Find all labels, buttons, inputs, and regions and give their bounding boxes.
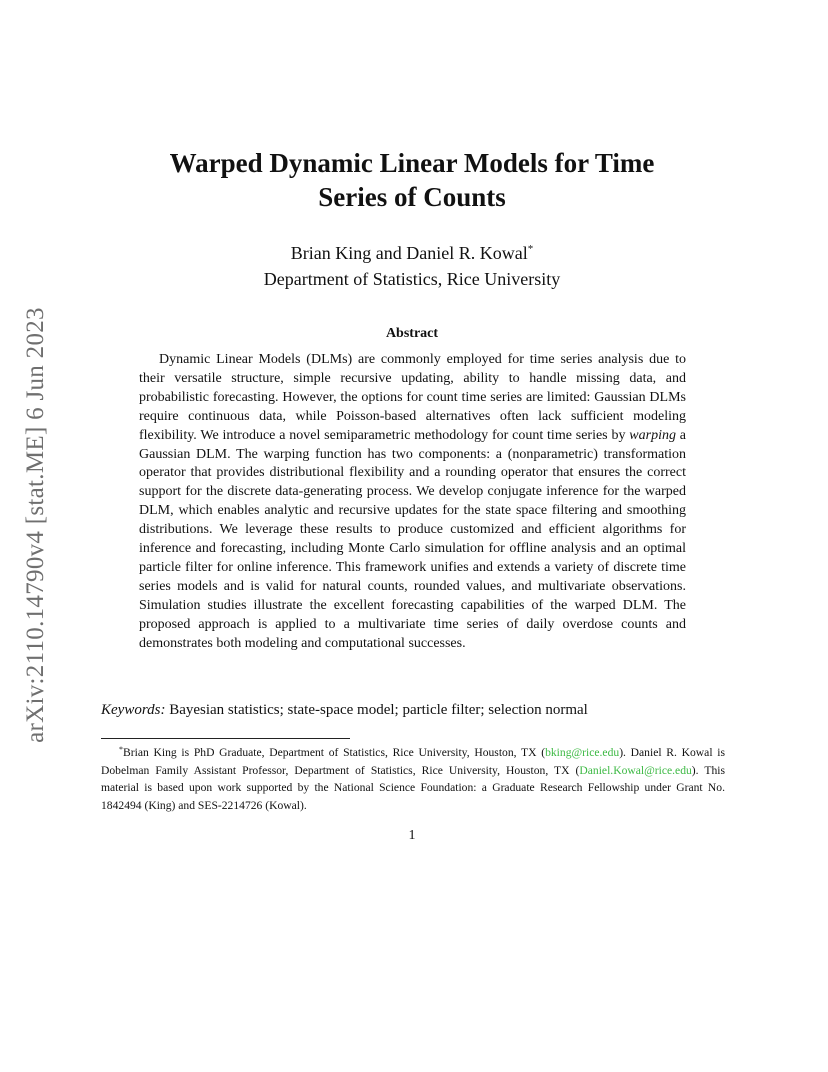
affiliation: Department of Statistics, Rice University bbox=[263, 269, 561, 289]
abstract-emphasis: warping bbox=[629, 427, 676, 443]
arxiv-sidebar bbox=[18, 290, 54, 760]
keywords-text: Bayesian statistics; state-space model; particle filter; selection normal bbox=[165, 702, 588, 718]
footnote-mark: * bbox=[119, 745, 123, 754]
abstract-text-2: a Gaussian DLM. The warping function has two components: a (nonparametric) transformation operator that provides distributional flexibility and a rounding operator that ensures the correct support for the discrete data-generating process. We develop conjugate inference for the warped DLM, which enables analytic and recursive updates for the state space filtering and smoothing distributions. We leverage these results to produce customized and efficient algorithms for inference and forecasting, including Monte Carlo simulation for offline analysis and an optimal particle filter for online inference. This framework unifies and extends a variety of discrete time series models and is valid for natural counts, rounded values, and multivariate observations. Simulation studies illustrate the excellent forecasting capabilities of the warped DLM. The proposed approach is applied to a multivariate time series of daily overdose counts and demonstrates both modeling and computational successes. bbox=[139, 427, 687, 651]
abstract-heading: Abstract bbox=[385, 326, 439, 341]
footnote-text-1: Brian King is PhD Graduate, Department of Statistics, Rice University, Houston, TX ( bbox=[123, 746, 546, 759]
keywords-label: Keywords: bbox=[101, 702, 166, 718]
keywords bbox=[101, 700, 725, 720]
abstract-body bbox=[139, 351, 686, 654]
email-link-king[interactable]: bking@rice.edu bbox=[545, 746, 620, 759]
paper-title bbox=[100, 146, 724, 214]
footnote-divider bbox=[101, 738, 350, 739]
author-names: Brian King and Daniel R. Kowal bbox=[290, 243, 528, 263]
author-line bbox=[100, 236, 724, 266]
footnote-text-2: ). Daniel R. Kowal is Dobelman Family Assistant Professor, Department of Statistics, Rice University, Houston, TX ( bbox=[101, 746, 725, 777]
page-number: 1 bbox=[408, 828, 416, 843]
email-link-kowal[interactable]: Daniel.Kowal@rice.edu bbox=[579, 763, 692, 777]
title-line-2: Series of Counts bbox=[318, 182, 506, 212]
author-block bbox=[100, 236, 724, 292]
title-line-1: Warped Dynamic Linear Models for Time bbox=[169, 148, 655, 178]
footnote bbox=[101, 741, 725, 814]
arxiv-stamp: arXiv:2110.14790v4 [stat.ME] 6 Jun 2023 bbox=[22, 307, 49, 743]
footnote-text-3: ). This material is based upon work supported by the National Science Foundation: a Graduate Research Fellowship under Grant No. 1842494 (King) and SES-2214726 (Kowal). bbox=[101, 763, 725, 812]
author-footnote-mark[interactable]: * bbox=[527, 243, 534, 255]
abstract-text-1: Dynamic Linear Models (DLMs) are commonly employed for time series analysis due to their versatile structure, simple recursive updating, ability to handle missing data, and probabilistic forecasting. However, the options for count time series are limited: Gaussian DLMs require continuous data, while Poisson-based alternatives often lack sufficient modeling flexibility. We introduce a novel semiparametric methodology for count time series by bbox=[139, 352, 686, 443]
